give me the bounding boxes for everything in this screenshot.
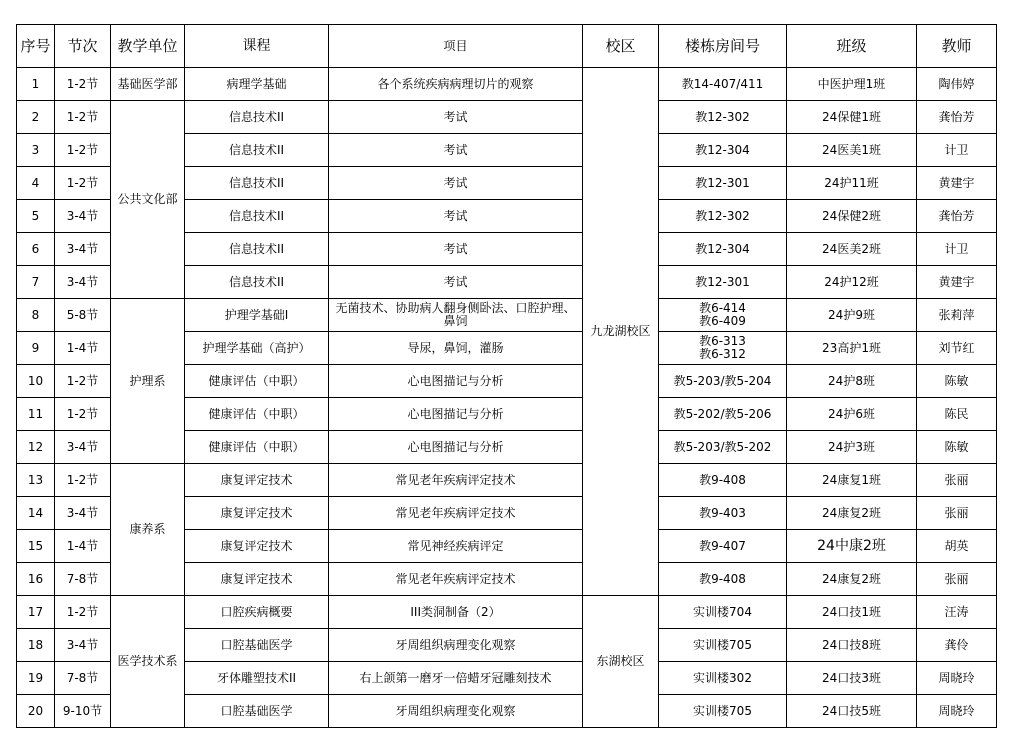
table-row (17, 299, 997, 332)
row-period: 1-2节 (55, 596, 111, 629)
row-period: 7-8节 (55, 662, 111, 695)
row-class: 24保健2班 (787, 200, 917, 233)
row-project: 考试 (329, 200, 583, 233)
row-course: 牙体雕塑技术II (185, 662, 329, 695)
header-project: 项目 (329, 25, 583, 68)
row-project: 心电图描记与分析 (329, 431, 583, 464)
row-class: 24医美1班 (787, 134, 917, 167)
row-teacher: 黄建宇 (917, 167, 997, 200)
row-teacher: 汪涛 (917, 596, 997, 629)
row-course: 康复评定技术 (185, 563, 329, 596)
row-room: 教12-301 (659, 167, 787, 200)
schedule-table (16, 24, 997, 728)
teaching-unit: 基础医学部 (111, 68, 185, 101)
row-course: 护理学基础I (185, 299, 329, 332)
row-room: 实训楼705 (659, 629, 787, 662)
teaching-unit: 公共文化部 (111, 101, 185, 299)
row-room: 教9-408 (659, 563, 787, 596)
row-teacher: 黄建宇 (917, 266, 997, 299)
row-course: 健康评估（中职） (185, 365, 329, 398)
row-teacher: 张丽 (917, 563, 997, 596)
row-number: 13 (17, 464, 55, 497)
row-number: 4 (17, 167, 55, 200)
row-teacher: 周晓玲 (917, 695, 997, 728)
row-teacher: 周晓玲 (917, 662, 997, 695)
row-class: 中医护理1班 (787, 68, 917, 101)
row-class: 24口技5班 (787, 695, 917, 728)
row-teacher: 陶伟婷 (917, 68, 997, 101)
row-teacher: 计卫 (917, 233, 997, 266)
row-period: 1-2节 (55, 398, 111, 431)
row-period: 9-10节 (55, 695, 111, 728)
table-row (17, 464, 997, 497)
row-room: 实训楼704 (659, 596, 787, 629)
row-number: 7 (17, 266, 55, 299)
row-period: 3-4节 (55, 266, 111, 299)
row-project: 牙周组织病理变化观察 (329, 629, 583, 662)
row-project: 常见神经疾病评定 (329, 530, 583, 563)
row-course: 口腔疾病概要 (185, 596, 329, 629)
row-teacher: 计卫 (917, 134, 997, 167)
row-course: 信息技术II (185, 101, 329, 134)
row-room: 实训楼302 (659, 662, 787, 695)
row-number: 17 (17, 596, 55, 629)
row-teacher: 张丽 (917, 464, 997, 497)
row-room: 教5-203/教5-204 (659, 365, 787, 398)
row-class: 24口技3班 (787, 662, 917, 695)
row-teacher: 胡英 (917, 530, 997, 563)
row-class: 24口技8班 (787, 629, 917, 662)
header-campus: 校区 (583, 25, 659, 68)
row-number: 2 (17, 101, 55, 134)
row-class: 24保健1班 (787, 101, 917, 134)
row-room: 教6-414 教6-409 (659, 299, 787, 332)
row-room: 教6-313 教6-312 (659, 332, 787, 365)
header-teacher: 教师 (917, 25, 997, 68)
row-project: 考试 (329, 233, 583, 266)
row-period: 1-2节 (55, 134, 111, 167)
row-class: 24护11班 (787, 167, 917, 200)
row-project: 各个系统疾病病理切片的观察 (329, 68, 583, 101)
row-period: 3-4节 (55, 200, 111, 233)
row-number: 18 (17, 629, 55, 662)
header-period: 节次 (55, 25, 111, 68)
row-period: 3-4节 (55, 629, 111, 662)
row-period: 3-4节 (55, 233, 111, 266)
row-course: 信息技术II (185, 233, 329, 266)
row-period: 1-2节 (55, 101, 111, 134)
row-period: 1-2节 (55, 167, 111, 200)
row-project: 导尿，鼻饲，灌肠 (329, 332, 583, 365)
teaching-unit: 护理系 (111, 299, 185, 464)
row-number: 6 (17, 233, 55, 266)
header-room: 楼栋房间号 (659, 25, 787, 68)
header-unit: 教学单位 (111, 25, 185, 68)
row-course: 信息技术II (185, 167, 329, 200)
row-project: 心电图描记与分析 (329, 398, 583, 431)
row-class: 24康复2班 (787, 497, 917, 530)
row-number: 5 (17, 200, 55, 233)
row-period: 1-2节 (55, 365, 111, 398)
row-teacher: 张丽 (917, 497, 997, 530)
row-class: 24护8班 (787, 365, 917, 398)
row-number: 8 (17, 299, 55, 332)
teaching-unit: 医学技术系 (111, 596, 185, 728)
row-class: 24康复2班 (787, 563, 917, 596)
row-course: 信息技术II (185, 200, 329, 233)
row-class: 24中康2班 (787, 530, 917, 563)
table-row (17, 101, 997, 134)
row-project: 常见老年疾病评定技术 (329, 464, 583, 497)
row-room: 教12-301 (659, 266, 787, 299)
row-period: 1-2节 (55, 464, 111, 497)
row-teacher: 陈敏 (917, 365, 997, 398)
row-project: 右上颌第一磨牙一倍蜡牙冠雕刻技术 (329, 662, 583, 695)
row-teacher: 陈民 (917, 398, 997, 431)
row-project: 常见老年疾病评定技术 (329, 563, 583, 596)
header-class: 班级 (787, 25, 917, 68)
row-course: 康复评定技术 (185, 530, 329, 563)
row-project: 无菌技术、协助病人翻身侧卧法、口腔护理、鼻饲 (329, 299, 583, 332)
row-number: 12 (17, 431, 55, 464)
row-room: 教9-403 (659, 497, 787, 530)
row-project: 常见老年疾病评定技术 (329, 497, 583, 530)
row-period: 1-2节 (55, 68, 111, 101)
row-room: 教9-408 (659, 464, 787, 497)
row-room: 教5-202/教5-206 (659, 398, 787, 431)
row-room: 教12-304 (659, 134, 787, 167)
row-course: 康复评定技术 (185, 497, 329, 530)
row-room: 教12-302 (659, 101, 787, 134)
row-project: 牙周组织病理变化观察 (329, 695, 583, 728)
row-project: 心电图描记与分析 (329, 365, 583, 398)
row-teacher: 陈敏 (917, 431, 997, 464)
row-room: 教12-304 (659, 233, 787, 266)
row-period: 3-4节 (55, 497, 111, 530)
row-number: 15 (17, 530, 55, 563)
row-room: 教9-407 (659, 530, 787, 563)
row-project: 考试 (329, 266, 583, 299)
row-class: 24护3班 (787, 431, 917, 464)
row-room: 教5-203/教5-202 (659, 431, 787, 464)
header-row (17, 25, 997, 68)
row-period: 3-4节 (55, 431, 111, 464)
schedule-body (17, 68, 997, 728)
row-number: 16 (17, 563, 55, 596)
row-course: 信息技术II (185, 266, 329, 299)
campus: 九龙湖校区 (583, 68, 659, 596)
row-room: 实训楼705 (659, 695, 787, 728)
row-teacher: 张莉萍 (917, 299, 997, 332)
row-project: 考试 (329, 167, 583, 200)
row-project: III类洞制备（2） (329, 596, 583, 629)
row-class: 23高护1班 (787, 332, 917, 365)
row-class: 24护6班 (787, 398, 917, 431)
row-room: 教14-407/411 (659, 68, 787, 101)
row-project: 考试 (329, 134, 583, 167)
table-row (17, 68, 997, 101)
row-number: 3 (17, 134, 55, 167)
row-class: 24康复1班 (787, 464, 917, 497)
row-course: 健康评估（中职） (185, 398, 329, 431)
campus: 东湖校区 (583, 596, 659, 728)
row-period: 5-8节 (55, 299, 111, 332)
row-teacher: 龚伶 (917, 629, 997, 662)
row-room: 教12-302 (659, 200, 787, 233)
row-class: 24医美2班 (787, 233, 917, 266)
row-course: 康复评定技术 (185, 464, 329, 497)
row-number: 19 (17, 662, 55, 695)
row-teacher: 龚怡芳 (917, 200, 997, 233)
row-period: 1-4节 (55, 332, 111, 365)
header-course: 课程 (185, 25, 329, 68)
row-course: 健康评估（中职） (185, 431, 329, 464)
row-period: 1-4节 (55, 530, 111, 563)
row-number: 1 (17, 68, 55, 101)
row-number: 9 (17, 332, 55, 365)
row-number: 14 (17, 497, 55, 530)
row-number: 11 (17, 398, 55, 431)
row-course: 护理学基础（高护） (185, 332, 329, 365)
row-number: 20 (17, 695, 55, 728)
row-course: 口腔基础医学 (185, 695, 329, 728)
header-no: 序号 (17, 25, 55, 68)
row-teacher: 刘节红 (917, 332, 997, 365)
row-number: 10 (17, 365, 55, 398)
row-teacher: 龚怡芳 (917, 101, 997, 134)
teaching-unit: 康养系 (111, 464, 185, 596)
row-class: 24口技1班 (787, 596, 917, 629)
row-period: 7-8节 (55, 563, 111, 596)
row-project: 考试 (329, 101, 583, 134)
table-row (17, 596, 997, 629)
row-course: 信息技术II (185, 134, 329, 167)
row-course: 口腔基础医学 (185, 629, 329, 662)
row-course: 病理学基础 (185, 68, 329, 101)
row-class: 24护9班 (787, 299, 917, 332)
row-class: 24护12班 (787, 266, 917, 299)
